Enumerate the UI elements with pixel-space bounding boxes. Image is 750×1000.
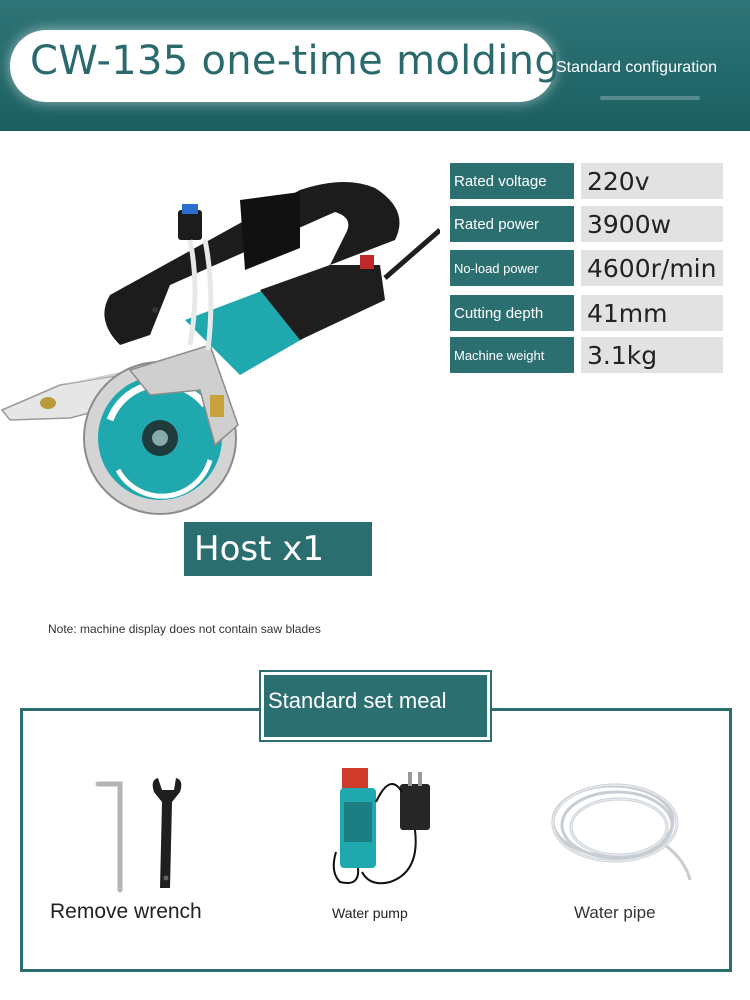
header-glow <box>600 96 700 100</box>
host-label: Host x1 <box>184 522 372 576</box>
wrench-image <box>90 770 200 895</box>
wrench-label: Remove wrench <box>50 900 202 923</box>
spec-label: Rated voltage <box>450 163 574 199</box>
spec-value: 3900w <box>581 206 723 242</box>
spec-label: Cutting depth <box>450 295 574 331</box>
spec-value: 4600r/min <box>581 250 723 286</box>
spec-label: No-load power <box>450 250 574 286</box>
water-pipe-image <box>545 775 695 885</box>
spec-label: Machine weight <box>450 337 574 373</box>
wall-chaser-machine-image <box>0 170 440 515</box>
note-text: Note: machine display does not contain saw blades <box>48 622 321 636</box>
set-meal-title: Standard set meal <box>268 688 447 713</box>
spec-value: 41mm <box>581 295 723 331</box>
spec-value: 220v <box>581 163 723 199</box>
header-subtitle: Standard configuration <box>556 59 717 76</box>
water-pipe-label: Water pipe <box>574 903 656 922</box>
spec-value: 3.1kg <box>581 337 723 373</box>
spec-label: Rated power <box>450 206 574 242</box>
water-pump-label: Water pump <box>332 905 408 921</box>
water-pump-image <box>330 762 440 897</box>
page-title: CW-135 one-time molding <box>30 38 561 84</box>
